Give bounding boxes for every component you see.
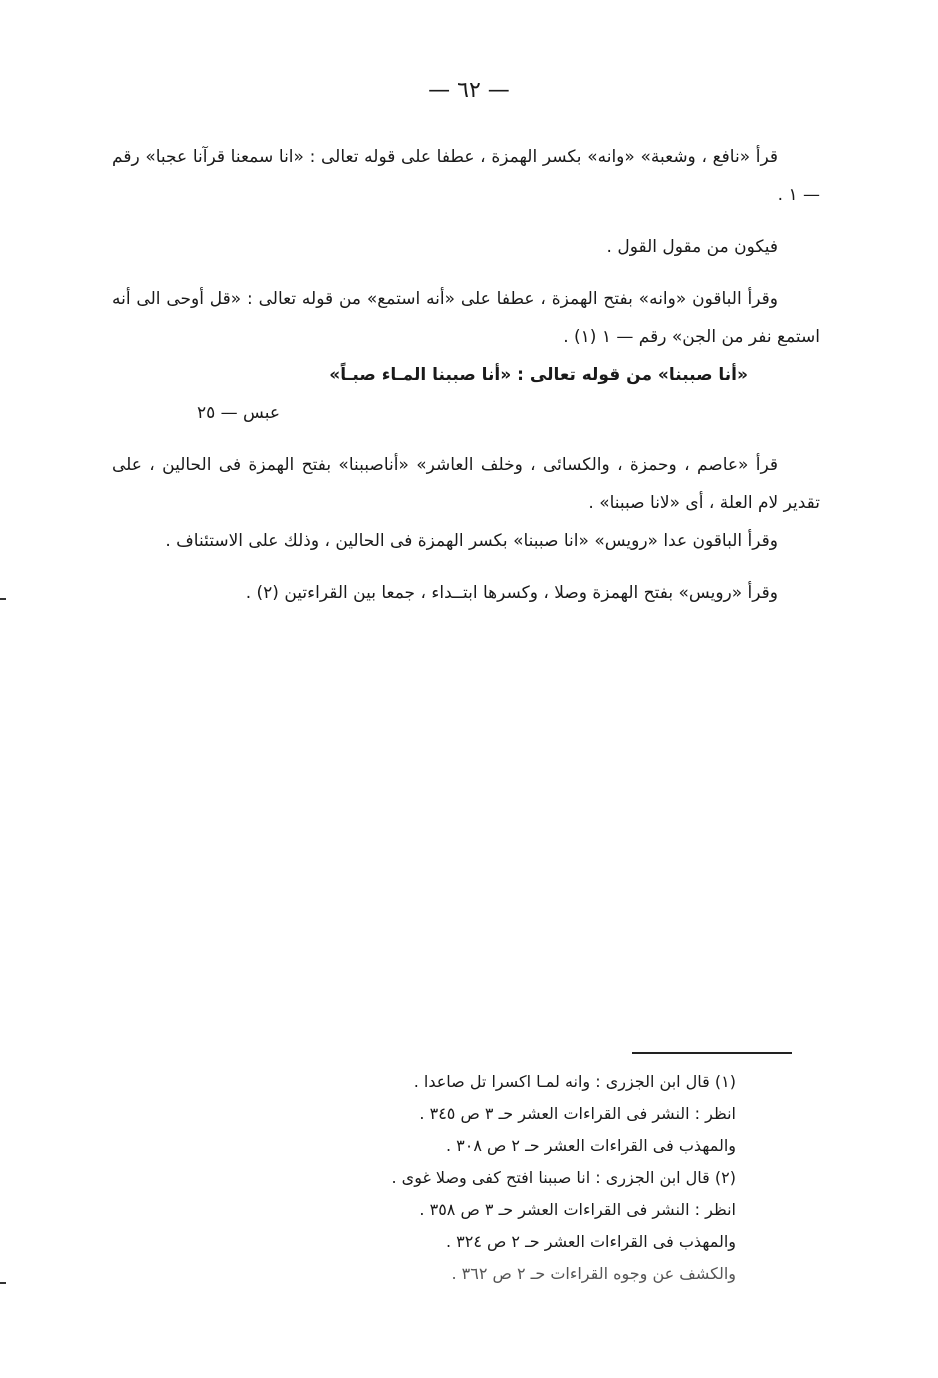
verse-reference: عبس — ٢٥ bbox=[196, 403, 280, 423]
paragraph-3: وقرأ الباقون «وانه» بفتح الهمزة ، عطفا على «أنه استمع» من قوله تعالى : «قل أوحى الى أنه استمع نفر من الجن» رقم — ١ (١) . bbox=[112, 289, 820, 347]
footnote-line: (١) قال ابن الجزرى : وانه لمـا اكسرا تل صاعدا . bbox=[413, 1072, 736, 1091]
footnote-line: انظر : النشر فى القراءات العشر حـ ٣ ص ٣٥٨ . bbox=[419, 1200, 736, 1219]
footnote-line: (٢) قال ابن الجزرى : انا صببنا افتح كفى وصلا غوى . bbox=[391, 1168, 736, 1187]
footnote-line: والكشف عن وجوه القراءات حـ ٢ ص ٣٦٢ . bbox=[451, 1264, 736, 1283]
paragraph-6: وقرأ «رويس» بفتح الهمزة وصلا ، وكسرها ابتــداء ، جمعا بين القراءتين (٢) . bbox=[245, 583, 778, 603]
scan-edge-mark bbox=[0, 598, 6, 600]
page-number: — ٦٢ — bbox=[428, 78, 510, 103]
footnote-divider bbox=[632, 1052, 792, 1054]
paragraph-2: فيكون من مقول القول . bbox=[606, 237, 778, 257]
verse-heading: «أنا صببنا» من قوله تعالى : «أنا صببنا المـاء صبـاً» bbox=[329, 365, 748, 385]
paragraph-4: قرأ «عاصم ، وحمزة ، والكسائى ، وخلف العاشر» «أناصببنا» بفتح الهمزة فى الحالين ، على تقدير لام العلة ، أى «لانا صببنا» . bbox=[112, 455, 820, 513]
footnote-line: والمهذب فى القراءات العشر حـ ٢ ص ٣٠٨ . bbox=[445, 1136, 736, 1155]
scan-edge-mark bbox=[0, 1282, 6, 1284]
main-text bbox=[112, 138, 820, 612]
paragraph-1: قرأ «نافع ، وشعبة» «وانه» بكسر الهمزة ، عطفا على قوله تعالى : «انا سمعنا قرآنا عجبا» رقم — ١ . bbox=[112, 147, 820, 205]
paragraph-5: وقرأ الباقون عدا «رويس» «انا صببنا» بكسر الهمزة فى الحالين ، وذلك على الاستئناف . bbox=[165, 531, 778, 551]
footnote-line: والمهذب فى القراءات العشر حـ ٢ ص ٣٢٤ . bbox=[445, 1232, 736, 1251]
footnote-line: انظر : النشر فى القراءات العشر حـ ٣ ص ٣٤٥ . bbox=[419, 1104, 736, 1123]
footnotes bbox=[180, 1066, 736, 1290]
